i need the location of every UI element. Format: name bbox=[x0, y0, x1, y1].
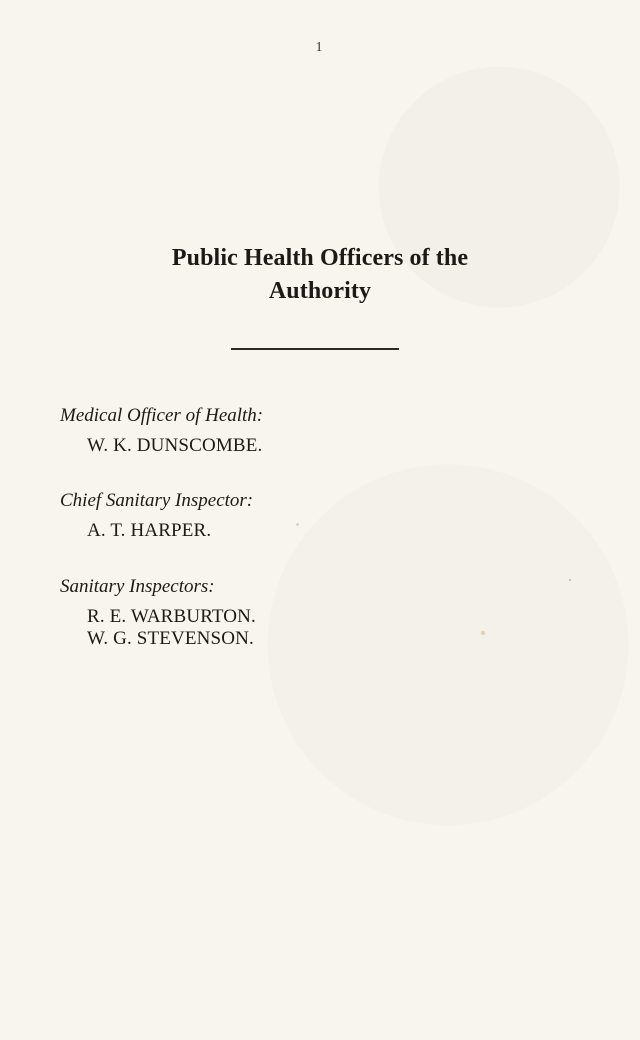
medical-officer-name: W. K. DUNSCOMBE. bbox=[87, 435, 263, 456]
medical-officer-label: Medical Officer of Health: bbox=[60, 405, 264, 426]
chief-inspector-name: A. T. HARPER. bbox=[87, 520, 212, 541]
sanitary-inspectors-label: Sanitary Inspectors: bbox=[60, 576, 215, 597]
paper-speck bbox=[481, 631, 485, 635]
paper-speck bbox=[296, 523, 299, 526]
sanitary-inspector-name-1: R. E. WARBURTON. bbox=[87, 606, 256, 627]
paper-speck bbox=[569, 579, 571, 581]
chief-inspector-label: Chief Sanitary Inspector: bbox=[60, 490, 254, 511]
page-number: 1 bbox=[315, 40, 323, 55]
title-divider bbox=[231, 348, 399, 350]
page-title-line-1: Public Health Officers of the bbox=[171, 245, 469, 271]
page-title-line-2: Authority bbox=[268, 278, 372, 304]
sanitary-inspector-name-2: W. G. STEVENSON. bbox=[87, 628, 254, 649]
page-title bbox=[100, 242, 540, 308]
